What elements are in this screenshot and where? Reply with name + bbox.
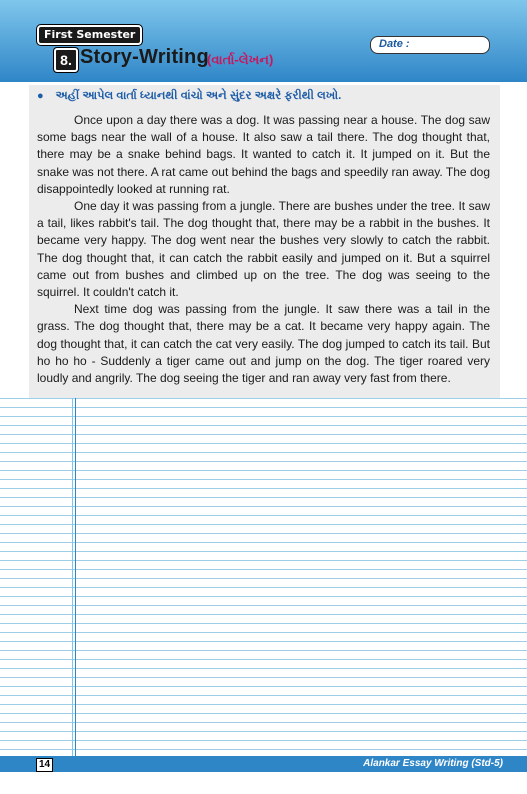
- book-title: Alankar Essay Writing (Std-5): [363, 758, 503, 769]
- story-paragraph-2: One day it was passing from a jungle. There are bushes under the tree. It saw a tail, likes rabbit's tail. The dog thought that, there may be a rabbit in the bushes. It became very happy. The dog went near the bushes very slowly to catch the rabbit. The dog thought that, it can catch the rabbit easily and jumped on it. But a squirrel came out from bushes and climbed up on the tree. The dog was seeing to the squirrel. It couldn't catch it.: [37, 199, 490, 300]
- story-paragraph-3: Next time dog was passing from the jungle. It saw there was a tail in the grass. The dog thought that, there may be a cat. It became very happy again. The dog thought that, it can catch the cat very easily. The dog jumped to catch its tail. But ho ho ho - Suddenly a tiger came out and jump on the dog. The tiger roared very loudly and angrily. The dog seeing the tiger and ran away very fast from there.: [37, 302, 490, 386]
- story-paragraph-1: Once upon a day there was a dog. It was passing near a house. The dog saw some bags near the wall of a house. It also saw a tail there. The dog thought that, there may be a snake behind bags. It wanted to catch it. It jumped on it. But the snake was not there. A rat came out behind the bags and speedily ran away. The dog disappointedly looked at running rat.: [37, 113, 490, 196]
- instruction-label: અહીં આપેલ વાર્તા ધ્યાનથી વાંચો અને સુંદર અક્ષરે ફરીથી લખો.: [55, 90, 342, 102]
- margin-line: [75, 398, 76, 756]
- page-subtitle: (વાર્તા-લેખન): [207, 52, 274, 67]
- ruled-writing-area[interactable]: [0, 398, 527, 756]
- semester-tag: First Semester: [37, 25, 142, 45]
- story-text: [37, 112, 490, 387]
- page-title: Story-Writing: [80, 46, 209, 68]
- chapter-number: 8.: [54, 48, 78, 72]
- date-label: Date :: [379, 38, 410, 50]
- instruction-text: [37, 90, 341, 103]
- margin-line-light: [72, 398, 73, 756]
- page-number: 14: [36, 758, 53, 772]
- bullet-icon: ●: [37, 90, 44, 102]
- date-field[interactable]: [370, 36, 490, 54]
